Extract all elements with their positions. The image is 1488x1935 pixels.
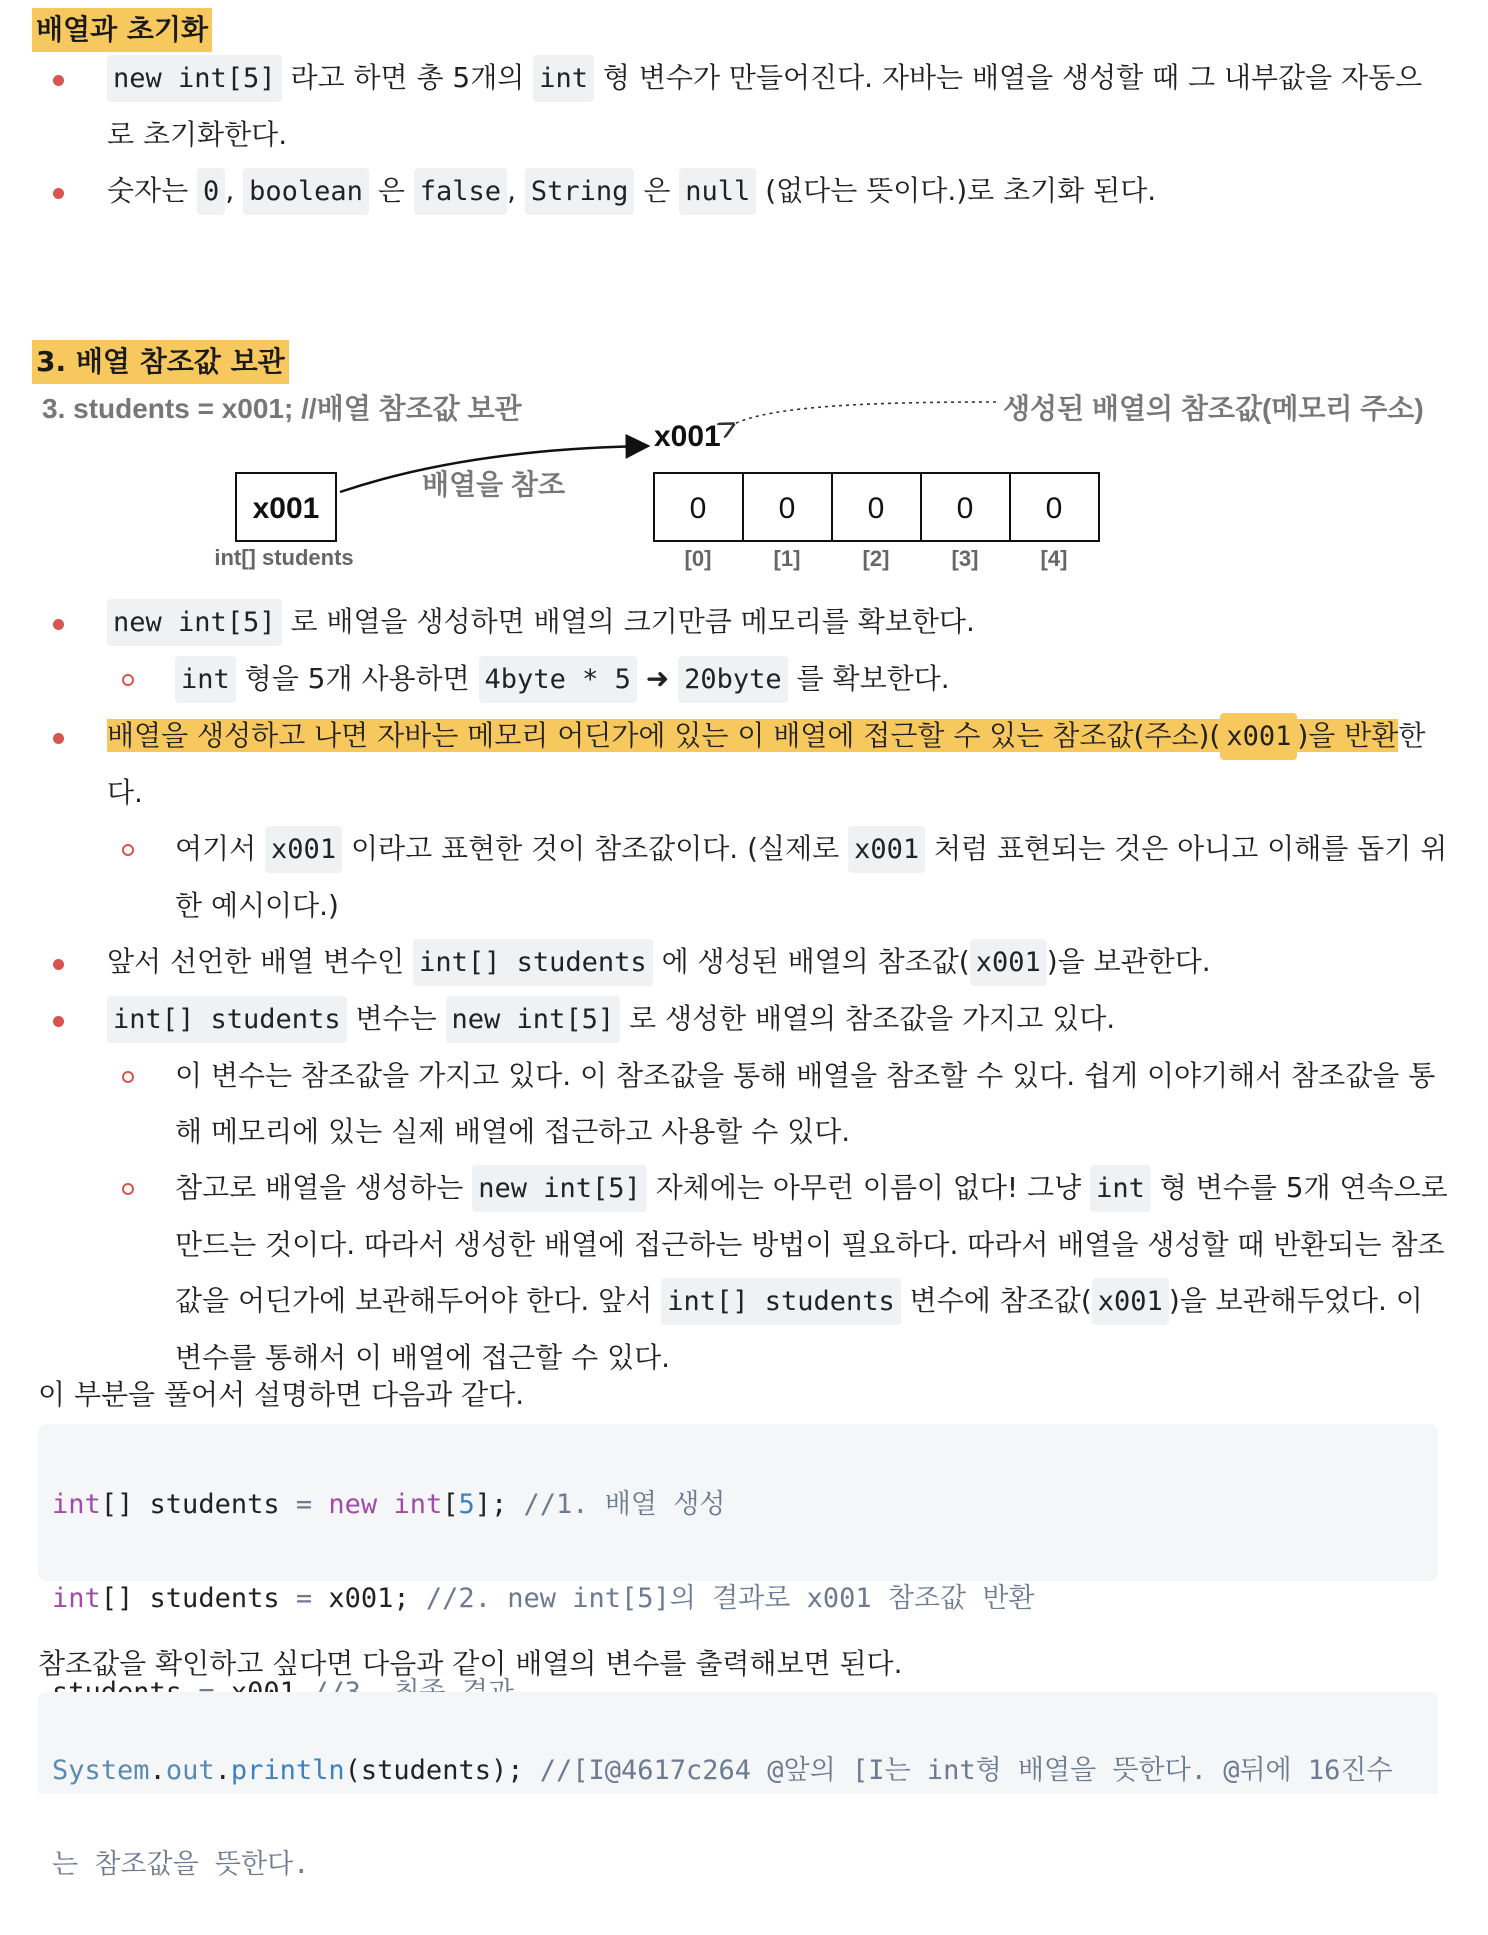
code-comment: 는 참조값을 뜻한다. bbox=[52, 1849, 310, 1880]
list-text: 에 생성된 배열의 참조값( bbox=[652, 945, 970, 978]
list-text: )을 보관한다. bbox=[1046, 945, 1211, 978]
code-token: [] students bbox=[100, 1489, 296, 1520]
array-cell-value: 0 bbox=[867, 492, 885, 525]
diagram-annotation: 생성된 배열의 참조값(메모리 주소) bbox=[1003, 393, 1424, 424]
code-comment: //1. 배열 생성 bbox=[523, 1489, 726, 1520]
dotted-arrow bbox=[732, 402, 996, 425]
inline-code: int[] students bbox=[107, 996, 347, 1043]
highlighted-text: 배열을 생성하고 나면 자바는 메모리 어딘가에 있는 이 배열에 접근할 수 있는 참조값(주소)( bbox=[107, 719, 1221, 752]
list-text: 여기서 bbox=[175, 832, 266, 865]
sub-list-item bbox=[107, 821, 1448, 934]
list-text: 변수는 bbox=[346, 1002, 446, 1035]
list-text: 변수에 참조값( bbox=[900, 1284, 1092, 1317]
ref-label: x001 bbox=[654, 420, 721, 453]
list-text: 로 생성한 배열의 참조값을 가지고 있다. bbox=[620, 1002, 1116, 1035]
code-token: int bbox=[393, 1489, 443, 1520]
array-cell-value: 0 bbox=[689, 492, 707, 525]
diagram-statement: 3. students = x001; //배열 참조값 보관 bbox=[42, 393, 522, 424]
sub-list bbox=[107, 1048, 1448, 1386]
inline-code: String bbox=[525, 168, 635, 215]
code-token: [ bbox=[442, 1489, 459, 1520]
code-token: ]; bbox=[474, 1489, 524, 1520]
inline-code: x001 bbox=[1092, 1278, 1169, 1325]
sub-list-item bbox=[107, 1160, 1448, 1386]
array-index: [1] bbox=[773, 546, 801, 571]
code-comment: //[I@4617c264 @앞의 [I는 int형 배열을 뜻한다. @뒤에 16진수 bbox=[539, 1755, 1393, 1786]
inline-code: x001 bbox=[265, 826, 342, 873]
inline-code: x001 bbox=[848, 826, 925, 873]
list-text: 를 확보한다. bbox=[787, 662, 950, 695]
inline-code: 0 bbox=[197, 168, 225, 215]
explanation-paragraph: 이 부분을 풀어서 설명하면 다음과 같다. bbox=[38, 1378, 525, 1411]
inline-code: boolean bbox=[243, 168, 369, 215]
list-text: 이 변수는 참조값을 가지고 있다. 이 참조값을 통해 배열을 참조할 수 있다. 쉽게 이야기해서 참조값을 통해 메모리에 있는 실제 배열에 접근하고 사용할 수 있다. bbox=[175, 1059, 1436, 1148]
list-text: 라고 하면 총 5개의 bbox=[281, 61, 534, 94]
array-cell-value: 0 bbox=[1045, 492, 1063, 525]
array-index: [0] bbox=[684, 546, 712, 571]
code-comment: //2. new int[5]의 결과로 x001 참조값 반환 bbox=[425, 1583, 1035, 1614]
list-text: 이라고 표현한 것이 참조값이다. (실제로 bbox=[342, 832, 849, 865]
arrow-glyph: ➜ bbox=[636, 662, 679, 695]
list-item bbox=[0, 50, 1488, 163]
inline-code: new int[5] bbox=[446, 996, 621, 1043]
list-text: 형 변수가 만들어진다. 자바는 배열을 생성할 때 그 내부값을 자동으로 초기화한다. bbox=[107, 61, 1423, 151]
code-line bbox=[52, 1481, 1424, 1528]
list-text: , bbox=[507, 174, 525, 207]
inline-code: int bbox=[1090, 1165, 1151, 1212]
list-text: 은 bbox=[368, 174, 414, 207]
list-text: 한다. bbox=[107, 719, 1426, 809]
list-text: 로 배열을 생성하면 배열의 크기만큼 메모리를 확보한다. bbox=[281, 605, 975, 638]
list-text: 은 bbox=[634, 174, 680, 207]
inline-code: int[] students bbox=[413, 939, 653, 986]
code-token: int bbox=[52, 1489, 101, 1520]
array-index: [2] bbox=[862, 546, 890, 571]
list-item bbox=[0, 708, 1488, 934]
array-cells bbox=[654, 473, 1099, 571]
inline-code: 20byte bbox=[678, 656, 788, 703]
code-token: = bbox=[295, 1489, 313, 1520]
list-text: 참고로 배열을 생성하는 bbox=[175, 1171, 473, 1204]
code-token: x001; bbox=[312, 1583, 426, 1614]
code-block-print bbox=[38, 1692, 1438, 1880]
code-block-assignment bbox=[38, 1424, 1438, 1614]
list-text: , bbox=[225, 174, 244, 207]
explanation-paragraph: 참조값을 확인하고 싶다면 다음과 같이 배열의 변수를 출력해보면 된다. bbox=[38, 1647, 903, 1680]
sub-list-item bbox=[107, 1048, 1448, 1160]
code-token: (students); bbox=[344, 1755, 540, 1786]
array-reference-diagram bbox=[0, 380, 1488, 580]
array-cell-value: 0 bbox=[778, 492, 796, 525]
section-heading-reference: 3. 배열 참조값 보관 bbox=[32, 340, 289, 384]
inline-code: int[] students bbox=[661, 1278, 901, 1325]
list-text: 형 변수를 5개 연속으로 만드는 것이다. 따라서 생성한 배열에 접근하는 방법이 필요하다. 따라서 배열을 생성할 때 반환되는 참조값을 어딘가에 보관해두어야 한다. 앞서 bbox=[175, 1171, 1448, 1317]
list-text: 숫자는 bbox=[107, 174, 198, 207]
inline-code: null bbox=[679, 168, 756, 215]
sub-list-item bbox=[107, 651, 1448, 708]
variable-box-value: x001 bbox=[252, 492, 320, 525]
code-token: 5 bbox=[458, 1489, 475, 1520]
code-token: println bbox=[230, 1755, 345, 1786]
arrow-label: 배열을 참조 bbox=[422, 469, 566, 500]
code-line bbox=[52, 1747, 1424, 1794]
inline-code: 4byte * 5 bbox=[479, 656, 637, 703]
code-token: System bbox=[52, 1755, 150, 1786]
array-cell-value: 0 bbox=[956, 492, 974, 525]
code-token: [] students bbox=[100, 1583, 296, 1614]
list-text: 처럼 표현되는 것은 아니고 이해를 돕기 위한 예시이다.) bbox=[175, 832, 1448, 922]
inline-code: x001 bbox=[970, 939, 1047, 986]
highlighted-text: )을 반환 bbox=[1297, 719, 1399, 752]
list-item bbox=[0, 934, 1488, 991]
list-text: 앞서 선언한 배열 변수인 bbox=[107, 945, 414, 978]
list-text: 자체에는 아무런 이름이 없다! 그냥 bbox=[646, 1171, 1091, 1204]
code-token: = bbox=[295, 1583, 313, 1614]
reference-bullet-list bbox=[0, 594, 1488, 1386]
list-text: (없다는 뜻이다.)로 초기화 된다. bbox=[756, 174, 1157, 207]
variable-label: int[] students bbox=[214, 545, 354, 570]
inline-code: x001 bbox=[1220, 713, 1297, 760]
sub-list bbox=[107, 821, 1448, 934]
inline-code: new int[5] bbox=[107, 55, 282, 102]
inline-code: new int[5] bbox=[472, 1165, 647, 1212]
array-index: [3] bbox=[951, 546, 979, 571]
list-item bbox=[0, 163, 1488, 220]
list-text: )을 보관해두었다. 이 변수를 통해서 이 배열에 접근할 수 있다. bbox=[175, 1284, 1423, 1374]
inline-code: int bbox=[175, 656, 236, 703]
inline-code: false bbox=[414, 168, 507, 215]
section-heading-init: 배열과 초기화 bbox=[32, 8, 212, 52]
list-item bbox=[0, 991, 1488, 1386]
code-token: out bbox=[165, 1755, 215, 1786]
init-bullet-list bbox=[0, 50, 1488, 220]
sub-list bbox=[107, 651, 1448, 708]
code-token: . bbox=[149, 1755, 166, 1786]
list-item bbox=[0, 594, 1488, 708]
code-line bbox=[52, 1841, 1424, 1888]
code-line bbox=[52, 1575, 1424, 1622]
array-index: [4] bbox=[1040, 546, 1068, 571]
inline-code: new int[5] bbox=[107, 599, 282, 646]
code-token: . bbox=[214, 1755, 231, 1786]
code-token: int bbox=[52, 1583, 101, 1614]
inline-code: int bbox=[533, 55, 594, 102]
code-token: new bbox=[328, 1489, 378, 1520]
list-text: 형을 5개 사용하면 bbox=[235, 662, 479, 695]
